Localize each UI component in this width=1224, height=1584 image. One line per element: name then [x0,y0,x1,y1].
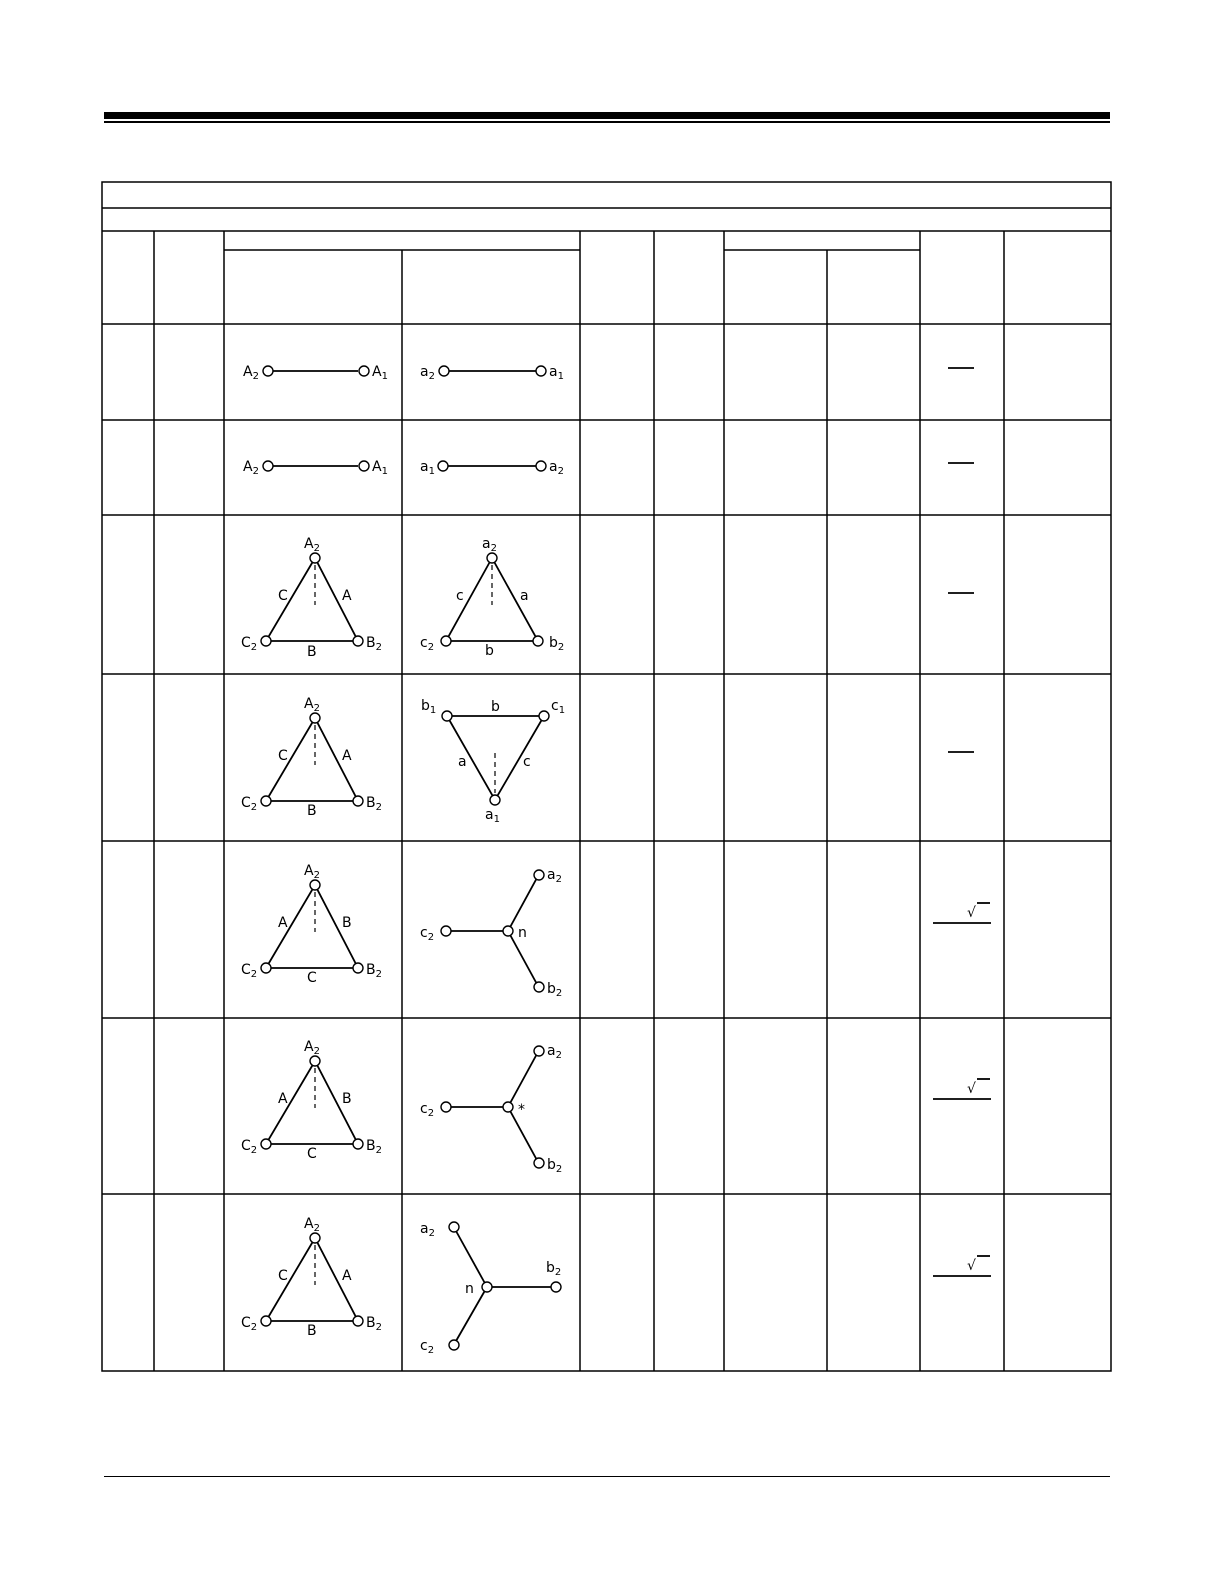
terminal-A2 [310,553,320,563]
terminal-b2 [534,1158,544,1168]
svg-text:B: B [307,644,317,660]
svg-text:C2: $C_2$ [241,635,258,653]
svg-text:A2: $A_2$ [304,1216,320,1234]
svg-text:b2: $b_2$ [547,1157,563,1175]
svg-text:A2: $A_2$ [304,536,320,554]
svg-text:C2: $C_2$ [241,795,258,813]
svg-text:B: B [342,1091,352,1107]
terminal-a2 [534,1046,544,1056]
terminal-c2 [441,926,451,936]
terminal-c1 [539,711,549,721]
svg-text:A1: $A_1$ [372,459,388,477]
svg-text:C2: $C_2$ [241,962,258,980]
row-6-primary-diagram [241,1039,382,1162]
svg-text:b2: $b_2$ [549,635,565,653]
svg-text:B: B [307,1323,317,1339]
svg-text:A1: $A_1$ [372,364,388,382]
svg-text:A2: $A_2$ [304,1039,320,1057]
table-grid [102,182,1111,1371]
svg-text:a2: $a_2$ [547,1043,562,1061]
svg-text:C: C [307,970,317,986]
terminal-b2 [534,982,544,992]
svg-text:A2: $A_2$ [304,863,320,881]
svg-text:A2: $A_2$ [243,459,259,477]
svg-text:C2: $C_2$ [241,1138,258,1156]
svg-text:a2: $a_2$ [482,536,497,554]
row-2-primary-diagram [243,459,388,477]
terminal-A1 [359,366,369,376]
terminal-C2 [261,796,271,806]
terminal-a2 [439,366,449,376]
svg-text:B: B [342,915,352,931]
svg-text:b: b [491,699,500,715]
svg-text:√: √ [967,905,976,921]
terminal-A2 [310,713,320,723]
terminal-B2 [353,1316,363,1326]
row-6-ratio-sqrt [933,1079,991,1099]
terminal-B2 [353,1139,363,1149]
svg-text:a2: $a_2$ [420,1221,435,1239]
svg-text:b2: $b_2$ [546,1260,562,1278]
svg-text:c2: $c_2$ [420,1338,435,1356]
row-1-primary-diagram [243,364,388,382]
svg-text:c2: $c_2$ [420,925,435,943]
svg-text:n: n [465,1281,474,1297]
svg-text:c: c [523,754,531,770]
svg-text:c2: $c_2$ [420,1101,435,1119]
svg-text:C: C [307,1146,317,1162]
svg-text:B: B [307,803,317,819]
terminal-A2 [310,880,320,890]
svg-text:A: A [342,1268,352,1284]
terminal-a2 [534,870,544,880]
terminal-a1 [438,461,448,471]
terminal-A2 [263,366,273,376]
svg-text:a1: $a_1$ [420,459,435,477]
svg-text:n: n [518,925,527,941]
svg-text:B2: $B_2$ [366,795,382,813]
svg-text:a2: $a_2$ [547,867,562,885]
svg-text:A: A [342,748,352,764]
svg-text:B2: $B_2$ [366,635,382,653]
svg-text:√: √ [967,1081,976,1097]
svg-text:A: A [278,1091,288,1107]
row-7-secondary-diagram [420,1221,561,1356]
row-3-primary-diagram [241,536,382,660]
svg-text:A2: $A_2$ [304,696,320,714]
neutral-point [482,1282,492,1292]
terminal-A1 [359,461,369,471]
terminal-a2 [449,1222,459,1232]
svg-text:a2: $a_2$ [420,364,435,382]
terminal-C2 [261,963,271,973]
terminal-C2 [261,636,271,646]
svg-text:c: c [456,588,464,604]
row-7-primary-diagram [241,1216,382,1339]
terminal-a1 [536,366,546,376]
svg-text:a: a [520,588,529,604]
svg-text:a2: $a_2$ [549,459,564,477]
row-2-secondary-diagram [420,459,564,477]
svg-text:C: C [278,748,288,764]
svg-text:A2: $A_2$ [243,364,259,382]
neutral-point [503,1102,513,1112]
row-5-primary-diagram [241,863,382,986]
svg-text:B2: $B_2$ [366,1315,382,1333]
terminal-B2 [353,636,363,646]
row-5-ratio-sqrt [933,903,991,923]
svg-text:B2: $B_2$ [366,1138,382,1156]
svg-text:b: b [485,643,494,659]
svg-text:C2: $C_2$ [241,1315,258,1333]
row-4-primary-diagram [241,696,382,819]
terminal-c2 [449,1340,459,1350]
neutral-point [503,926,513,936]
terminal-b1 [442,711,452,721]
terminal-A2 [310,1056,320,1066]
terminal-a2 [487,553,497,563]
terminal-b2 [551,1282,561,1292]
footer-rule [104,1476,1110,1477]
row-7-ratio-sqrt [933,1256,991,1276]
terminal-b2 [533,636,543,646]
terminal-C2 [261,1139,271,1149]
row-6-secondary-diagram [420,1043,562,1175]
terminal-B2 [353,796,363,806]
row-1-secondary-diagram [420,364,564,382]
row-4-secondary-diagram [421,698,565,825]
terminal-B2 [353,963,363,973]
svg-text:A: A [342,588,352,604]
svg-text:C: C [278,1268,288,1284]
svg-text:*: * [518,1102,525,1118]
svg-text:a: a [458,754,467,770]
svg-text:c1: $c_1$ [551,698,566,716]
terminal-A2 [263,461,273,471]
terminal-c2 [441,1102,451,1112]
row-5-secondary-diagram [420,867,562,999]
terminal-c2 [441,636,451,646]
svg-text:b2: $b_2$ [547,981,563,999]
terminal-a2 [536,461,546,471]
terminal-A2 [310,1233,320,1243]
terminal-C2 [261,1316,271,1326]
svg-text:√: √ [967,1258,976,1274]
svg-text:a1: $a_1$ [485,807,500,825]
svg-text:b1: $b_1$ [421,698,437,716]
svg-text:c2: $c_2$ [420,635,435,653]
row-3-secondary-diagram [420,536,564,659]
svg-text:B2: $B_2$ [366,962,382,980]
svg-text:a1: $a_1$ [549,364,564,382]
svg-text:C: C [278,588,288,604]
terminal-a1 [490,795,500,805]
svg-text:A: A [278,915,288,931]
